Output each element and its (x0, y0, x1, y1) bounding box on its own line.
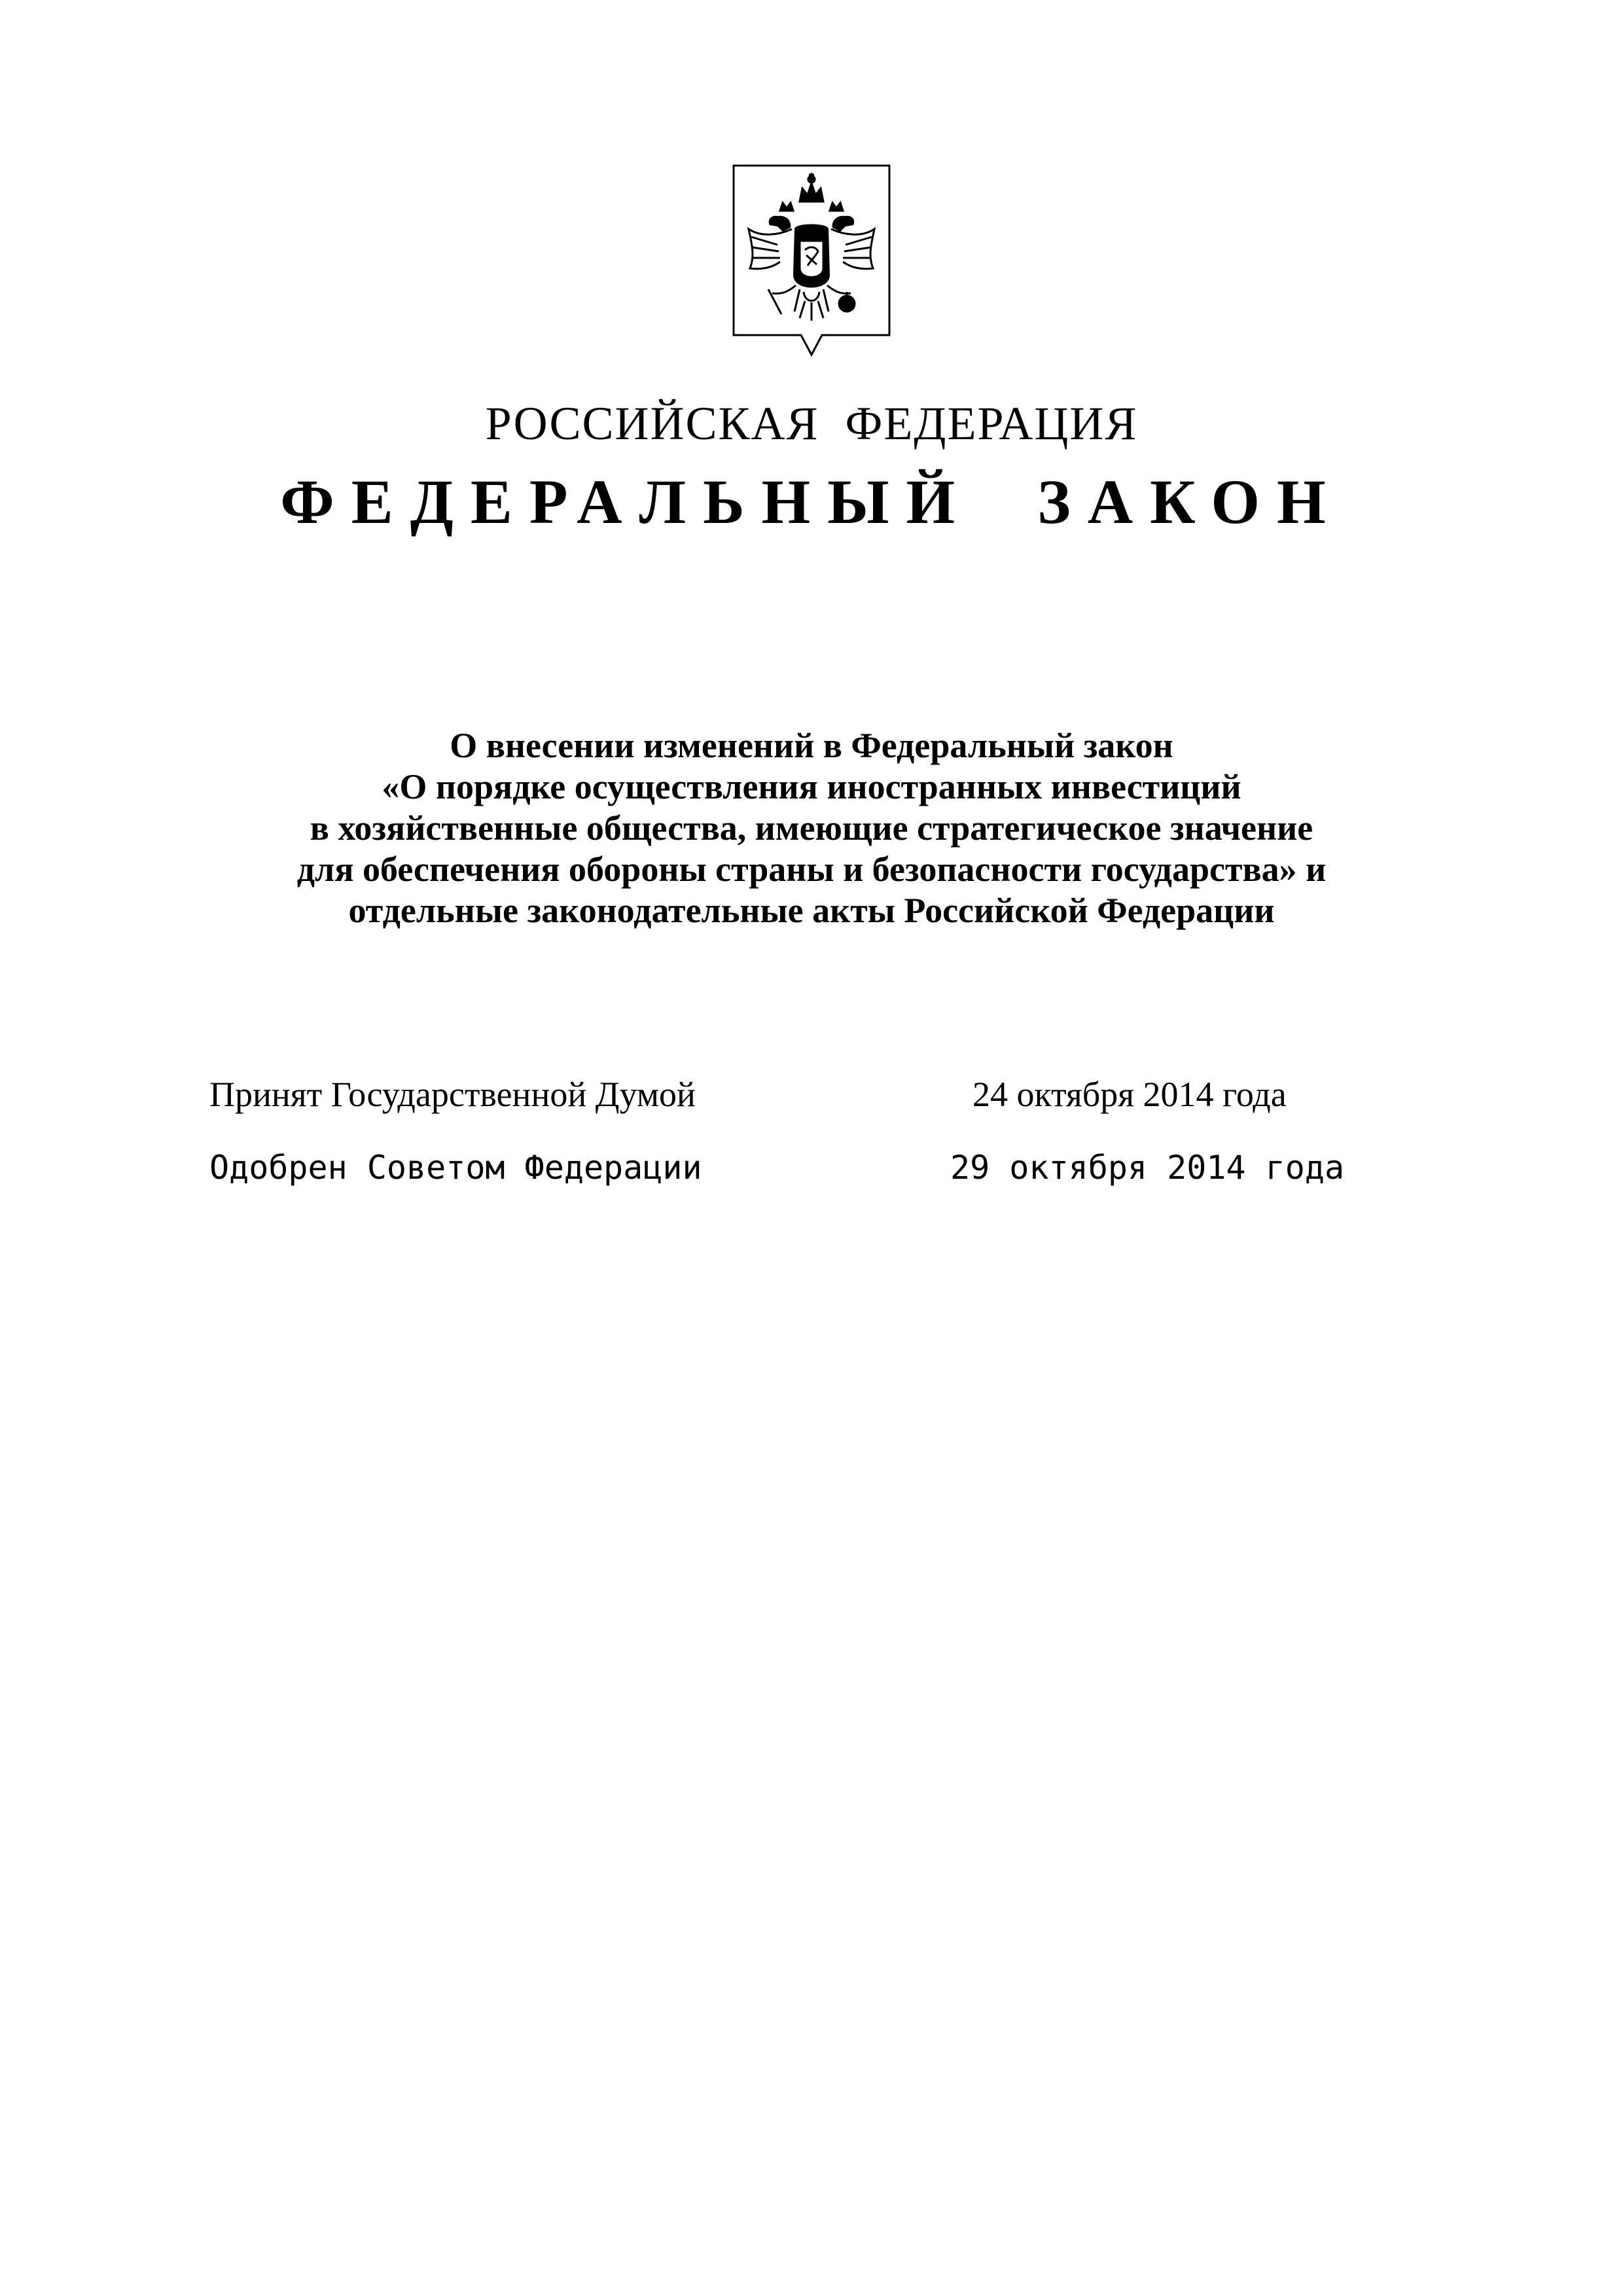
law-title (157, 725, 1466, 931)
law-title-line: отдельные законодательные акты Российской Федерации (348, 891, 1275, 930)
law-title-line: для обеспечения обороны страны и безопасности государства» и (296, 850, 1327, 889)
law-title-line: О внесении изменений в Федеральный закон (450, 726, 1173, 765)
law-title-line: «О порядке осуществления иностранных инвестиций (382, 767, 1241, 806)
coat-of-arms-icon (732, 164, 891, 359)
adoption-label: Принят Государственной Думой (209, 1075, 696, 1114)
adoption-date: 24 октября 2014 года (972, 1075, 1287, 1114)
approval-label: Одобрен Советом Федерации (209, 1149, 702, 1187)
law-title-line: в хозяйственные общества, имеющие стратегическое значение (310, 808, 1313, 848)
approval-date: 29 октября 2014 года (950, 1149, 1345, 1187)
document-type: ФЕДЕРАЛЬНЫЙ ЗАКОН (280, 467, 1343, 537)
country-name: РОССИЙСКАЯ ФЕДЕРАЦИЯ (485, 397, 1138, 450)
